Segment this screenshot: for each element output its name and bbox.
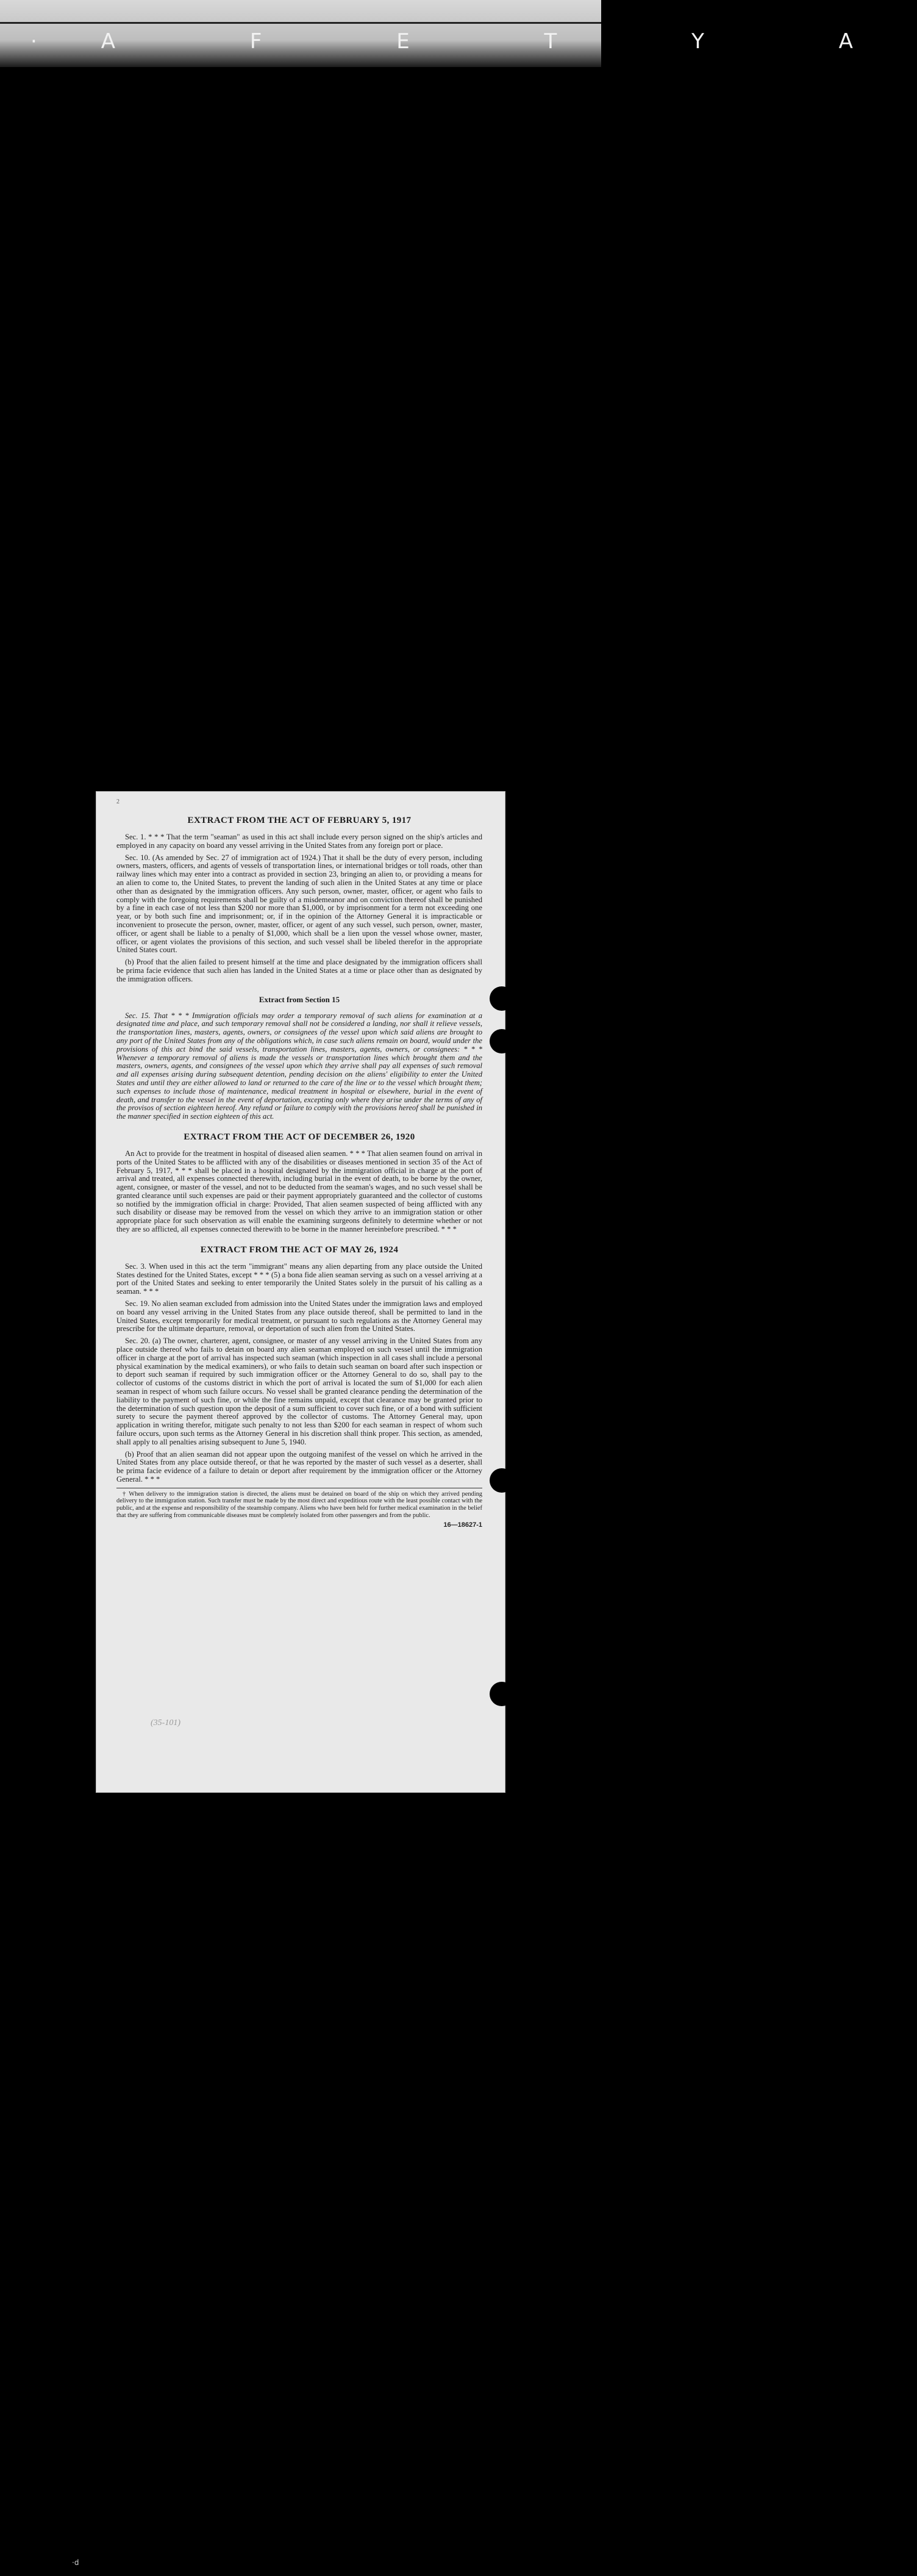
paragraph: Sec. 3. When used in this act the term "immigrant" means any alien departing from any place outside the United States destined for the United States, except * * * (5) a bona fide alien seaman serving as such on a vessel arriving at a port of the United States and seeking to enter temporarily the United States solely in the pursuit of his calling as a seaman. * * * — [116, 1261, 482, 1296]
print-code: 16—18627-1 — [443, 1521, 482, 1529]
scanner-header-strip — [0, 0, 917, 67]
paragraph: Sec. 20. (a) The owner, charterer, agent, consignee, or master of any vessel arriving in the United States from any place outside thereof who fails to detain on board any alien seaman employed on such vessel until the immigration officer in charge at the port of arrival has inspected such seaman (which inspection in all cases shall include a personal physical examination by the medical examiners), or who fails to detain such seaman on board after such inspection or to deport such seaman if required by such immigration officer or the Attorney General to do so, shall pay to the collector of customs of the customs district in which the port of arrival is located the sum of $1,000 for each alien seaman in respect of whom such failure occurs. No vessel shall be granted clearance pending the determination of the liability to the payment of such fine, or while the fine remains unpaid, except that clearance may be granted prior to the determination of such question upon the deposit of a sum sufficient to cover such fine, or of a bond with sufficient surety to secure the payment thereof approved by the collector of customs. The Attorney General may, upon application in writing therefor, mitigate such penalty to not less than $200 for each seaman in respect of whom such failure occurs, upon such terms as the Attorney General in his discretion shall think proper. This section, as amended, shall apply to all penalties arising subsequent to June 5, 1940. — [116, 1336, 482, 1446]
punch-hole — [490, 1029, 514, 1053]
bottom-mark: ·d — [72, 2558, 79, 2567]
paragraph: Sec. 15. That * * * Immigration officials may order a temporary removal of such aliens for examination at a designated time and place, and such temporary removal shall not be considered a landing, nor shall it relieve vessels, the transportation lines, masters, agents, owners, or consignees of the vessel upon which said aliens are brought to any port of the United States from any of the obligations which, in case such aliens remain on board, would under the provisions of this act bind the said vessels, transportation lines, masters, agents, owners, or consignees: * * * Whenever a temporary removal of aliens is made the vessels or transportation lines which brought them and the masters, owners, agents, and consignees of the vessel upon which they arrive shall pay all expenses of such removal and all expenses arising during subsequent detention, pending decision on the aliens' eligibility to enter the United States and until they are either allowed to land or returned to the care of the line or to the vessel which brought them; such expenses to include those of maintenance, medical treatment in hospital or elsewhere, burial in the event of death, and transfer to the vessel in the event of deportation, excepting only where they arise under the terms of any of the provisos of section eighteen hereof. Any refund or failure to comply with the provisions hereof shall be punished in the manner specified in section eighteen of this act. — [116, 1011, 482, 1121]
paragraph: An Act to provide for the treatment in hospital of diseased alien seamen. * * * That alien seamen found on arrival in ports of the United States to be afflicted with any of the disabilities or diseases mentioned in section 35 of the Act of February 5, 1917, * * * shall be placed in a hospital designated by the immigration official in charge at the port of arrival and treated, all expenses connected therewith, including burial in the event of death, to be borne by the owner, agent, consignee, or master of the vessel, and not to be deducted from the seaman's wages, and no such vessel shall be granted clearance until such expenses are paid or their payment appropriately guaranteed and the collector of customs so notified by the immigration official in charge: Provided, That alien seamen suspected of being afflicted with any such disability or disease may be removed from the vessel on which they arrive to an immigration station or other appropriate place for such observation as will enable the examining surgeons definitely to determine whether or not they are so afflicted, all expenses connected therewith to be borne in the manner hereinbefore prescribed. * * * — [116, 1149, 482, 1234]
document-body — [116, 816, 482, 1529]
paragraph: Sec. 1. * * * That the term "seaman" as used in this act shall include every person signed on the ship's articles and employed in any capacity on board any vessel arriving in the United States from any foreign port or place. — [116, 833, 482, 850]
footnote: † When delivery to the immigration station is directed, the aliens must be detained on board of the ship on which they arrived pending delivery to the immigration station. Such transfer must be made by the most direct and expeditious route with the least possible contact with the public, and at the expense and responsibility of the steamship company. Aliens who have been held for further medical examination in the belief that they are suffering from communicable diseases must be completely isolated from other passengers and from the public. — [116, 1490, 482, 1519]
section-title-1924: EXTRACT FROM THE ACT OF MAY 26, 1924 — [200, 1244, 399, 1255]
section-title-15: Extract from Section 15 — [259, 994, 340, 1004]
punch-hole — [490, 1468, 514, 1493]
document-page — [96, 791, 505, 1793]
header-rule — [0, 22, 601, 24]
pencil-annotation: (35-101) — [151, 1718, 180, 1727]
paragraph: (b) Proof that an alien seaman did not appear upon the outgoing manifest of the vessel on which he arrived in the United States from any place outside thereof, or that he was reported by the master of such vessel as a deserter, shall be prima facie evidence of a failure to detain or deport after requirement by the immigration officer or the Attorney General. * * * — [116, 1449, 482, 1484]
paragraph: Sec. 19. No alien seaman excluded from admission into the United States under the immigration laws and employed on board any vessel arriving in the United States from any place outside thereof, shall be permitted to land in the United States, except temporarily for medical treatment, or pursuant to such regulations as the Attorney General may prescribe for the ultimate departure, removal, or deportation of such alien from the United States. — [116, 1299, 482, 1333]
punch-hole — [490, 1682, 514, 1706]
paragraph: Sec. 10. (As amended by Sec. 27 of immigration act of 1924.) That it shall be the duty of every person, including owners, masters, officers, and agents of vessels of transportation lines, or international bridges or toll roads, other than railway lines which may enter into a contract as provided in section 23, bringing an alien to, or providing a means for an alien to come to, the United States, to prevent the landing of such alien in the United States at any time or place other than as designated by the immigration officers. Any such person, owner, master, officer, or agent who fails to comply with the foregoing requirements shall be guilty of a misdemeanor and on conviction thereof shall be punished by a fine in each case of not less than $200 nor more than $1,000, or by imprisonment for a term not exceeding one year, or by both such fine and imprisonment; or, if in the opinion of the Attorney General it is impracticable or inconvenient to prosecute the person, owner, master, officer, or agent of any such vessel, such person, owner, master, officer, or agent shall be liable to a penalty of $1,000, which shall be a lien upon the vessel whose owner, master, officer, or agent violates the provisions of this section, and such vessel shall be libeled therefor in the appropriate United States court. — [116, 853, 482, 955]
punch-hole — [490, 986, 514, 1011]
header-marks: ·A F E T Y A — [30, 29, 917, 54]
paragraph: (b) Proof that the alien failed to present himself at the time and place designated by the immigration officers shall be prima facie evidence that such alien has landed in the United States at a time or place other than as designated by the immigration officers. — [116, 958, 482, 983]
section-title-1920: EXTRACT FROM THE ACT OF DECEMBER 26, 1920 — [184, 1132, 415, 1142]
page-number: 2 — [116, 798, 120, 805]
section-title-1917: EXTRACT FROM THE ACT OF FEBRUARY 5, 1917 — [187, 816, 412, 825]
